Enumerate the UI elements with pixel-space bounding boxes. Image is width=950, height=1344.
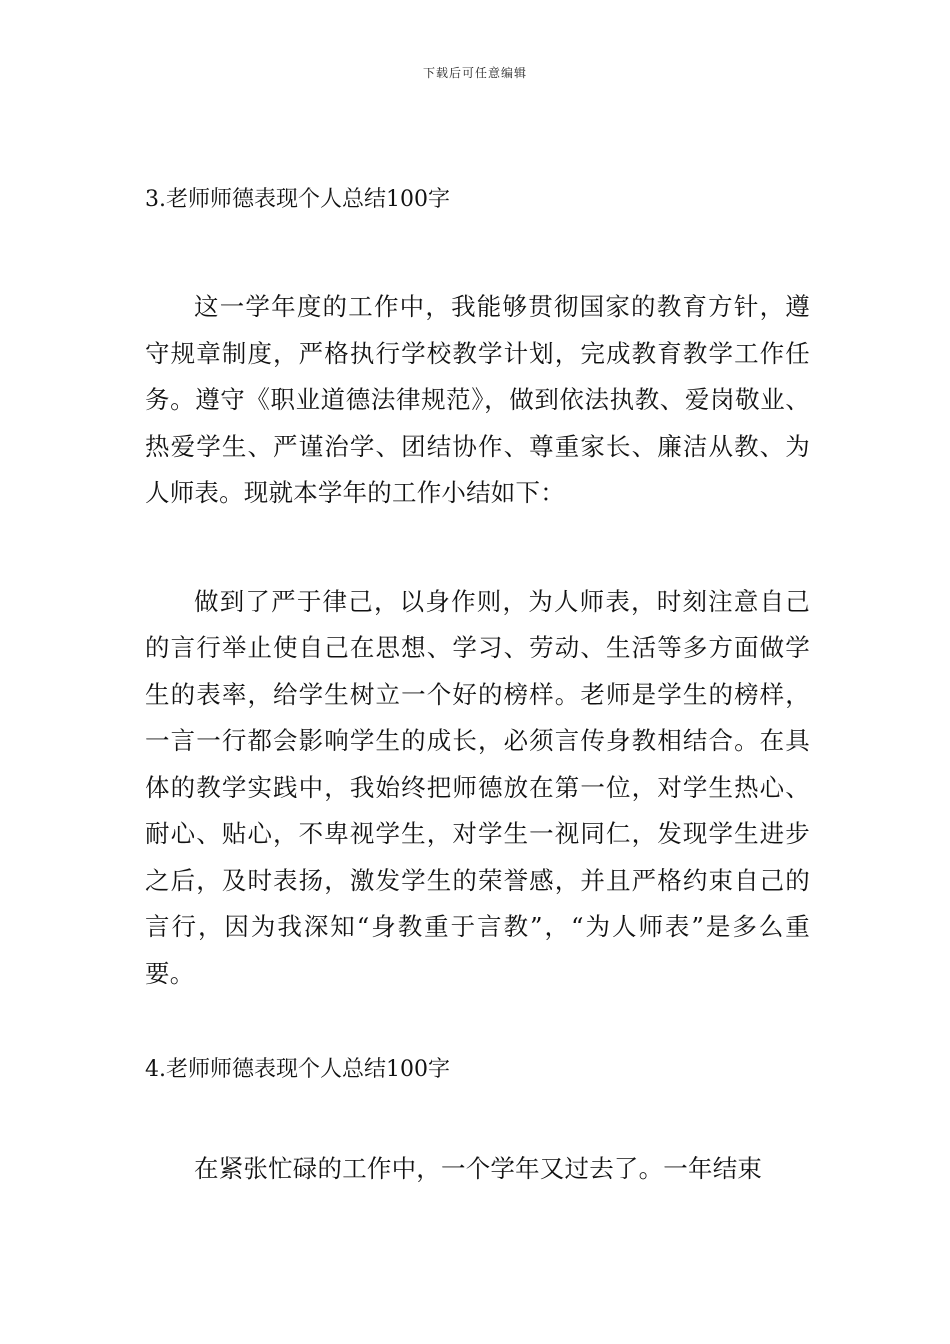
spacer (145, 1090, 810, 1146)
document-body (145, 180, 810, 1193)
spacer (145, 997, 810, 1050)
paragraph: 这一学年度的工作中，我能够贯彻国家的教育方针，遵守规章制度，严格执行学校教学计划，完成教育教学工作任务。遵守《职业道德法律规范》，做到依法执教、爱岗敬业、热爱学生、严谨治学、团结协作、尊重家长、廉洁从教、为人师表。现就本学年的工作小结如下： (145, 292, 810, 507)
spacer (145, 517, 810, 579)
section-heading-4: 4.老师师德表现个人总结100字 (145, 1057, 450, 1082)
header-note: 下载后可任意编辑 (422, 66, 527, 80)
section-heading-3: 3.老师师德表现个人总结100字 (145, 187, 450, 212)
paragraph: 在紧张忙碌的工作中，一个学年又过去了。一年结束 (194, 1154, 763, 1183)
spacer (145, 220, 810, 284)
paragraph: 做到了严于律己，以身作则，为人师表，时刻注意自己的言行举止使自己在思想、学习、劳动、生活等多方面做学生的表率，给学生树立一个好的榜样。老师是学生的榜样，一言一行都会影响学生的成长，必须言传身教相结合。在具体的教学实践中，我始终把师德放在第一位，对学生热心、耐心、贴心，不卑视学生，对学生一视同仁，发现学生进步之后，及时表扬，激发学生的荣誉感，并且严格约束自己的言行，因为我深知“身教重于言教”，“为人师表”是多么重要。 (145, 586, 810, 988)
